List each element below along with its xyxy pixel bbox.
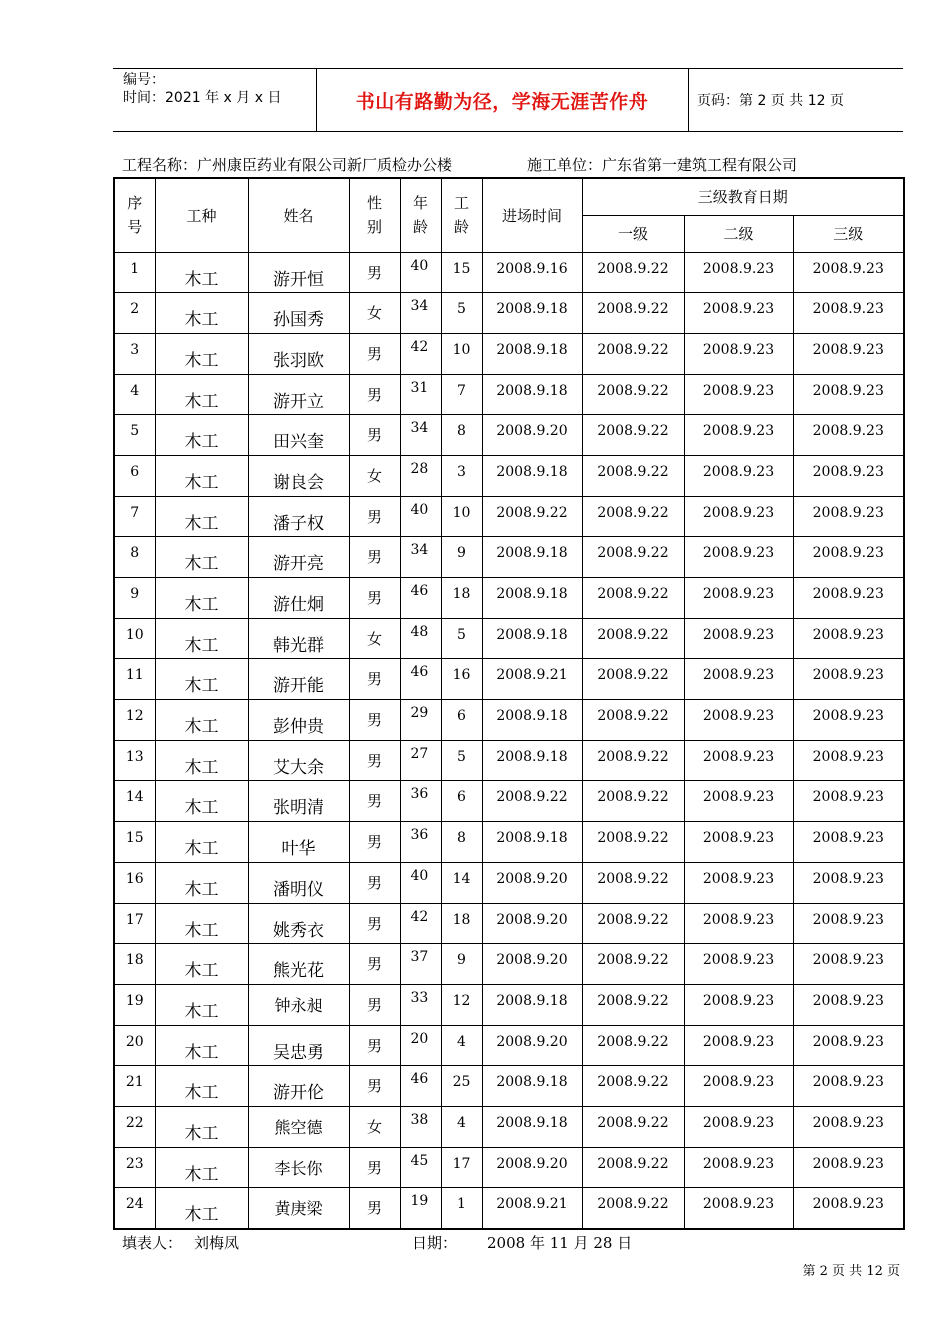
cell-age: 34 — [400, 537, 441, 578]
cell-years: 14 — [441, 862, 482, 903]
table-row — [114, 984, 904, 1025]
cell-name: 潘子权 — [248, 496, 349, 537]
cell-entry-date: 2008.9.18 — [482, 700, 582, 741]
cell-entry-date: 2008.9.21 — [482, 1188, 582, 1229]
cell-name: 游仕炯 — [248, 578, 349, 619]
cell-level-2: 2008.9.23 — [684, 1188, 793, 1229]
cell-gender: 男 — [349, 1066, 400, 1107]
project-info — [122, 154, 902, 176]
cell-name: 彭仲贵 — [248, 700, 349, 741]
cell-level-2: 2008.9.23 — [684, 1025, 793, 1066]
table-row — [114, 700, 904, 741]
cell-entry-date: 2008.9.18 — [482, 1106, 582, 1147]
cell-level-1: 2008.9.22 — [582, 903, 684, 944]
cell-level-3: 2008.9.23 — [793, 252, 904, 293]
cell-gender: 男 — [349, 374, 400, 415]
cell-gender: 女 — [349, 455, 400, 496]
header-trade: 工种 — [155, 178, 248, 252]
cell-level-2: 2008.9.23 — [684, 618, 793, 659]
cell-level-2: 2008.9.23 — [684, 781, 793, 822]
cell-entry-date: 2008.9.18 — [482, 374, 582, 415]
cell-gender: 男 — [349, 333, 400, 374]
cell-level-1: 2008.9.22 — [582, 1066, 684, 1107]
date-value: 2008 年 11 月 28 日 — [487, 1234, 633, 1252]
cell-entry-date: 2008.9.20 — [482, 1147, 582, 1188]
code-label: 编号： — [123, 72, 165, 88]
cell-level-3: 2008.9.23 — [793, 1147, 904, 1188]
cell-entry-date: 2008.9.20 — [482, 903, 582, 944]
cell-trade: 木工 — [155, 293, 248, 334]
cell-level-3: 2008.9.23 — [793, 333, 904, 374]
cell-entry-date: 2008.9.18 — [482, 740, 582, 781]
cell-seq: 1 — [114, 252, 155, 293]
cell-trade: 木工 — [155, 781, 248, 822]
table-row — [114, 944, 904, 985]
header-seq: 序 号 — [114, 178, 155, 252]
cell-gender: 男 — [349, 1147, 400, 1188]
cell-entry-date: 2008.9.20 — [482, 944, 582, 985]
education-record-table — [113, 177, 905, 1230]
cell-level-3: 2008.9.23 — [793, 496, 904, 537]
cell-age: 34 — [400, 293, 441, 334]
cell-level-1: 2008.9.22 — [582, 1147, 684, 1188]
cell-trade: 木工 — [155, 374, 248, 415]
cell-level-3: 2008.9.23 — [793, 659, 904, 700]
header-page-number: 页码：第 2 页 共 12 页 — [697, 93, 844, 109]
cell-level-1: 2008.9.22 — [582, 1188, 684, 1229]
cell-level-1: 2008.9.22 — [582, 659, 684, 700]
cell-trade: 木工 — [155, 1106, 248, 1147]
cell-age: 27 — [400, 740, 441, 781]
cell-years: 4 — [441, 1025, 482, 1066]
cell-level-1: 2008.9.22 — [582, 252, 684, 293]
cell-name: 熊光花 — [248, 944, 349, 985]
cell-gender: 男 — [349, 415, 400, 456]
cell-seq: 22 — [114, 1106, 155, 1147]
cell-level-2: 2008.9.23 — [684, 333, 793, 374]
cell-level-2: 2008.9.23 — [684, 822, 793, 863]
cell-seq: 21 — [114, 1066, 155, 1107]
cell-years: 12 — [441, 984, 482, 1025]
cell-entry-date: 2008.9.18 — [482, 537, 582, 578]
cell-level-2: 2008.9.23 — [684, 578, 793, 619]
cell-level-1: 2008.9.22 — [582, 293, 684, 334]
cell-age: 19 — [400, 1188, 441, 1229]
cell-name: 艾大余 — [248, 740, 349, 781]
cell-level-2: 2008.9.23 — [684, 537, 793, 578]
cell-entry-date: 2008.9.22 — [482, 781, 582, 822]
cell-level-3: 2008.9.23 — [793, 781, 904, 822]
cell-seq: 19 — [114, 984, 155, 1025]
header-divider — [688, 69, 689, 131]
table-row — [114, 496, 904, 537]
table-row — [114, 1066, 904, 1107]
cell-level-3: 2008.9.23 — [793, 862, 904, 903]
cell-years: 9 — [441, 537, 482, 578]
cell-seq: 10 — [114, 618, 155, 659]
cell-age: 40 — [400, 862, 441, 903]
cell-entry-date: 2008.9.18 — [482, 822, 582, 863]
cell-age: 42 — [400, 903, 441, 944]
cell-years: 6 — [441, 781, 482, 822]
cell-level-1: 2008.9.22 — [582, 944, 684, 985]
cell-age: 46 — [400, 659, 441, 700]
cell-entry-date: 2008.9.18 — [482, 333, 582, 374]
cell-trade: 木工 — [155, 333, 248, 374]
cell-level-2: 2008.9.23 — [684, 252, 793, 293]
cell-name: 叶华 — [248, 822, 349, 863]
page-header — [113, 68, 903, 132]
cell-years: 3 — [441, 455, 482, 496]
construction-unit: 施工单位：广东省第一建筑工程有限公司 — [527, 156, 798, 174]
cell-entry-date: 2008.9.16 — [482, 252, 582, 293]
cell-seq: 5 — [114, 415, 155, 456]
cell-level-1: 2008.9.22 — [582, 455, 684, 496]
header-education-group: 三级教育日期 — [582, 178, 904, 215]
cell-gender: 男 — [349, 496, 400, 537]
cell-level-3: 2008.9.23 — [793, 1188, 904, 1229]
cell-level-2: 2008.9.23 — [684, 1066, 793, 1107]
cell-years: 10 — [441, 333, 482, 374]
cell-level-2: 2008.9.23 — [684, 700, 793, 741]
cell-gender: 男 — [349, 1188, 400, 1229]
table-row — [114, 578, 904, 619]
cell-years: 8 — [441, 822, 482, 863]
cell-age: 46 — [400, 1066, 441, 1107]
cell-name: 张明清 — [248, 781, 349, 822]
cell-gender: 男 — [349, 822, 400, 863]
cell-level-3: 2008.9.23 — [793, 984, 904, 1025]
cell-entry-date: 2008.9.18 — [482, 618, 582, 659]
cell-entry-date: 2008.9.18 — [482, 455, 582, 496]
cell-age: 45 — [400, 1147, 441, 1188]
cell-trade: 木工 — [155, 944, 248, 985]
table-row — [114, 781, 904, 822]
cell-entry-date: 2008.9.20 — [482, 1025, 582, 1066]
cell-entry-date: 2008.9.20 — [482, 862, 582, 903]
cell-gender: 男 — [349, 740, 400, 781]
cell-level-3: 2008.9.23 — [793, 822, 904, 863]
cell-gender: 男 — [349, 781, 400, 822]
header-gender: 性 别 — [349, 178, 400, 252]
cell-years: 5 — [441, 293, 482, 334]
cell-entry-date: 2008.9.18 — [482, 293, 582, 334]
table-row — [114, 903, 904, 944]
cell-trade: 木工 — [155, 1025, 248, 1066]
cell-trade: 木工 — [155, 1066, 248, 1107]
table-row — [114, 618, 904, 659]
cell-name: 游开恒 — [248, 252, 349, 293]
cell-entry-date: 2008.9.18 — [482, 578, 582, 619]
cell-years: 16 — [441, 659, 482, 700]
cell-level-1: 2008.9.22 — [582, 822, 684, 863]
cell-level-2: 2008.9.23 — [684, 944, 793, 985]
cell-age: 36 — [400, 781, 441, 822]
cell-name: 孙国秀 — [248, 293, 349, 334]
header-level-3: 三级 — [793, 215, 904, 252]
cell-years: 1 — [441, 1188, 482, 1229]
header-level-2: 二级 — [684, 215, 793, 252]
cell-gender: 男 — [349, 984, 400, 1025]
cell-level-2: 2008.9.23 — [684, 1106, 793, 1147]
cell-gender: 男 — [349, 659, 400, 700]
cell-seq: 15 — [114, 822, 155, 863]
cell-level-2: 2008.9.23 — [684, 293, 793, 334]
form-footer — [122, 1232, 882, 1254]
cell-level-1: 2008.9.22 — [582, 618, 684, 659]
cell-age: 38 — [400, 1106, 441, 1147]
cell-gender: 男 — [349, 944, 400, 985]
cell-name: 熊空德 — [248, 1106, 349, 1147]
cell-level-3: 2008.9.23 — [793, 293, 904, 334]
table-row — [114, 822, 904, 863]
cell-trade: 木工 — [155, 700, 248, 741]
cell-years: 18 — [441, 903, 482, 944]
cell-seq: 3 — [114, 333, 155, 374]
table-row — [114, 1188, 904, 1229]
cell-years: 25 — [441, 1066, 482, 1107]
cell-name: 田兴奎 — [248, 415, 349, 456]
cell-age: 48 — [400, 618, 441, 659]
cell-name: 谢良会 — [248, 455, 349, 496]
table-row — [114, 537, 904, 578]
cell-level-2: 2008.9.23 — [684, 374, 793, 415]
cell-trade: 木工 — [155, 415, 248, 456]
cell-level-1: 2008.9.22 — [582, 740, 684, 781]
cell-trade: 木工 — [155, 862, 248, 903]
header-slogan: 书山有路勤为径，学海无涯苦作舟 — [355, 90, 649, 113]
cell-trade: 木工 — [155, 659, 248, 700]
date-label: 日期： — [412, 1234, 458, 1252]
cell-entry-date: 2008.9.21 — [482, 659, 582, 700]
cell-gender: 男 — [349, 578, 400, 619]
table-row — [114, 333, 904, 374]
cell-seq: 20 — [114, 1025, 155, 1066]
cell-seq: 9 — [114, 578, 155, 619]
table-row — [114, 1025, 904, 1066]
cell-entry-date: 2008.9.18 — [482, 984, 582, 1025]
cell-age: 33 — [400, 984, 441, 1025]
cell-seq: 23 — [114, 1147, 155, 1188]
cell-level-1: 2008.9.22 — [582, 700, 684, 741]
cell-name: 潘明仪 — [248, 862, 349, 903]
cell-trade: 木工 — [155, 252, 248, 293]
cell-years: 10 — [441, 496, 482, 537]
cell-age: 46 — [400, 578, 441, 619]
cell-name: 韩光群 — [248, 618, 349, 659]
cell-trade: 木工 — [155, 903, 248, 944]
cell-level-3: 2008.9.23 — [793, 740, 904, 781]
cell-years: 15 — [441, 252, 482, 293]
cell-level-2: 2008.9.23 — [684, 740, 793, 781]
cell-seq: 12 — [114, 700, 155, 741]
cell-years: 9 — [441, 944, 482, 985]
cell-trade: 木工 — [155, 455, 248, 496]
cell-age: 34 — [400, 415, 441, 456]
cell-gender: 男 — [349, 700, 400, 741]
cell-gender: 女 — [349, 293, 400, 334]
cell-gender: 男 — [349, 1025, 400, 1066]
cell-level-2: 2008.9.23 — [684, 415, 793, 456]
cell-age: 37 — [400, 944, 441, 985]
cell-level-3: 2008.9.23 — [793, 944, 904, 985]
cell-age: 29 — [400, 700, 441, 741]
cell-level-1: 2008.9.22 — [582, 1106, 684, 1147]
table-row — [114, 374, 904, 415]
cell-level-1: 2008.9.22 — [582, 333, 684, 374]
cell-level-2: 2008.9.23 — [684, 1147, 793, 1188]
cell-level-1: 2008.9.22 — [582, 415, 684, 456]
cell-seq: 8 — [114, 537, 155, 578]
cell-seq: 16 — [114, 862, 155, 903]
cell-entry-date: 2008.9.22 — [482, 496, 582, 537]
cell-years: 8 — [441, 415, 482, 456]
cell-level-1: 2008.9.22 — [582, 578, 684, 619]
table-row — [114, 862, 904, 903]
filler-label: 填表人： — [122, 1234, 183, 1252]
cell-trade: 木工 — [155, 822, 248, 863]
cell-age: 42 — [400, 333, 441, 374]
cell-gender: 男 — [349, 537, 400, 578]
cell-years: 18 — [441, 578, 482, 619]
table-row — [114, 659, 904, 700]
cell-trade: 木工 — [155, 1188, 248, 1229]
cell-years: 5 — [441, 740, 482, 781]
cell-level-2: 2008.9.23 — [684, 984, 793, 1025]
cell-seq: 4 — [114, 374, 155, 415]
table-row — [114, 293, 904, 334]
cell-level-3: 2008.9.23 — [793, 903, 904, 944]
header-level-1: 一级 — [582, 215, 684, 252]
cell-seq: 14 — [114, 781, 155, 822]
cell-entry-date: 2008.9.20 — [482, 415, 582, 456]
cell-gender: 男 — [349, 862, 400, 903]
cell-age: 40 — [400, 252, 441, 293]
cell-name: 姚秀衣 — [248, 903, 349, 944]
cell-seq: 7 — [114, 496, 155, 537]
cell-trade: 木工 — [155, 578, 248, 619]
cell-level-1: 2008.9.22 — [582, 781, 684, 822]
cell-level-3: 2008.9.23 — [793, 415, 904, 456]
cell-trade: 木工 — [155, 740, 248, 781]
table-row — [114, 1106, 904, 1147]
cell-level-3: 2008.9.23 — [793, 1066, 904, 1107]
header-name: 姓名 — [248, 178, 349, 252]
cell-name: 吴忠勇 — [248, 1025, 349, 1066]
time-text: 时间：2021 年 x 月 x 日 — [123, 90, 282, 106]
header-years: 工 龄 — [441, 178, 482, 252]
cell-level-2: 2008.9.23 — [684, 455, 793, 496]
cell-name: 李长你 — [248, 1147, 349, 1188]
cell-trade: 木工 — [155, 984, 248, 1025]
cell-name: 黄庚梁 — [248, 1188, 349, 1229]
cell-gender: 男 — [349, 252, 400, 293]
table-row — [114, 415, 904, 456]
cell-level-2: 2008.9.23 — [684, 496, 793, 537]
cell-level-3: 2008.9.23 — [793, 618, 904, 659]
cell-trade: 木工 — [155, 537, 248, 578]
cell-gender: 男 — [349, 903, 400, 944]
cell-years: 5 — [441, 618, 482, 659]
cell-level-3: 2008.9.23 — [793, 700, 904, 741]
cell-age: 31 — [400, 374, 441, 415]
cell-level-2: 2008.9.23 — [684, 862, 793, 903]
cell-seq: 17 — [114, 903, 155, 944]
cell-name: 游开能 — [248, 659, 349, 700]
project-name: 工程名称：广州康臣药业有限公司新厂质检办公楼 — [122, 156, 453, 174]
cell-years: 17 — [441, 1147, 482, 1188]
cell-level-3: 2008.9.23 — [793, 455, 904, 496]
cell-seq: 2 — [114, 293, 155, 334]
cell-seq: 11 — [114, 659, 155, 700]
cell-level-1: 2008.9.22 — [582, 537, 684, 578]
table-row — [114, 740, 904, 781]
header-entry-date: 进场时间 — [482, 178, 582, 252]
cell-name: 游开伦 — [248, 1066, 349, 1107]
cell-level-3: 2008.9.23 — [793, 578, 904, 619]
header-age: 年 龄 — [400, 178, 441, 252]
cell-years: 4 — [441, 1106, 482, 1147]
header-meta — [123, 71, 313, 107]
cell-level-1: 2008.9.22 — [582, 496, 684, 537]
table-row — [114, 455, 904, 496]
cell-level-1: 2008.9.22 — [582, 984, 684, 1025]
cell-level-3: 2008.9.23 — [793, 1025, 904, 1066]
cell-years: 6 — [441, 700, 482, 741]
cell-level-3: 2008.9.23 — [793, 537, 904, 578]
cell-age: 40 — [400, 496, 441, 537]
cell-trade: 木工 — [155, 618, 248, 659]
cell-seq: 24 — [114, 1188, 155, 1229]
cell-level-3: 2008.9.23 — [793, 374, 904, 415]
cell-trade: 木工 — [155, 1147, 248, 1188]
cell-name: 张羽欧 — [248, 333, 349, 374]
cell-seq: 6 — [114, 455, 155, 496]
cell-trade: 木工 — [155, 496, 248, 537]
cell-seq: 18 — [114, 944, 155, 985]
cell-name: 游开亮 — [248, 537, 349, 578]
cell-entry-date: 2008.9.18 — [482, 1066, 582, 1107]
cell-gender: 女 — [349, 618, 400, 659]
cell-level-2: 2008.9.23 — [684, 659, 793, 700]
cell-name: 钟永昶 — [248, 984, 349, 1025]
cell-level-2: 2008.9.23 — [684, 903, 793, 944]
cell-level-3: 2008.9.23 — [793, 1106, 904, 1147]
table-row — [114, 252, 904, 293]
cell-age: 28 — [400, 455, 441, 496]
cell-seq: 13 — [114, 740, 155, 781]
cell-age: 20 — [400, 1025, 441, 1066]
cell-level-1: 2008.9.22 — [582, 1025, 684, 1066]
cell-gender: 女 — [349, 1106, 400, 1147]
cell-name: 游开立 — [248, 374, 349, 415]
cell-level-1: 2008.9.22 — [582, 374, 684, 415]
cell-age: 36 — [400, 822, 441, 863]
page-number: 第 2 页 共 12 页 — [802, 1264, 900, 1279]
filler-name: 刘梅凤 — [194, 1234, 240, 1252]
table-row — [114, 1147, 904, 1188]
cell-level-1: 2008.9.22 — [582, 862, 684, 903]
cell-years: 7 — [441, 374, 482, 415]
